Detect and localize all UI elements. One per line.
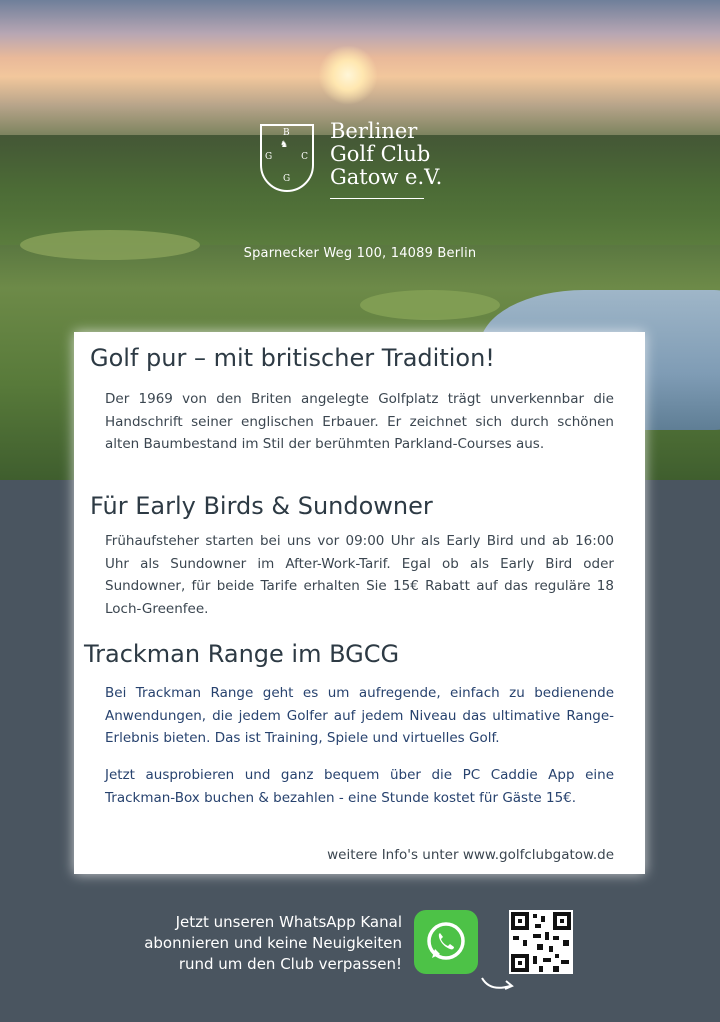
qr-code[interactable] [509, 910, 573, 974]
section-heading: Für Early Birds & Sundowner [90, 492, 433, 520]
info-card [74, 332, 645, 874]
club-name-line: Golf Club [330, 142, 431, 166]
section-paragraph: Bei Trackman Range geht es um aufregende, einfach zu bedienende Anwendungen, die jedem Golfer auf jedem Niveau das ultimative Range-Erlebnis bieten. Das ist Training, Spiele und virtuelles Golf. [105, 685, 614, 746]
sun [318, 45, 378, 105]
crest-letter: G [265, 152, 273, 162]
crest-letter: G [283, 174, 291, 184]
section-paragraph: Frühaufsteher starten bei uns vor 09:00 Uhr als Early Bird und ab 16:00 Uhr als Sundowner im After-Work-Tarif. Egal ob als Early Bird oder Sundowner, für beide Tarife erhalten Sie 15€ Rabatt auf das reguläre 18 Loch-Greenfee. [105, 533, 614, 617]
section-heading: Trackman Range im BGCG [84, 640, 400, 668]
club-name-line: Gatow e.V. [330, 165, 443, 189]
club-logo [258, 120, 478, 220]
club-address: Sparnecker Weg 100, 14089 Berlin [243, 246, 477, 261]
crest-letter: B [283, 128, 290, 138]
section-paragraph: Der 1969 von den Briten angelegte Golfplatz trägt unverkennbar die Handschrift seiner englischen Erbauer. Er zeichnet sich durch schönen alten Baumbestand im Stil der berühmten Parkland-Courses aus. [105, 391, 614, 452]
section-paragraph: Jetzt ausprobieren und ganz bequem über die PC Caddie App eine Trackman-Box buchen & bezahlen - eine Stunde kostet für Gäste 15€. [105, 767, 614, 806]
more-info-link[interactable]: weitere Info's unter www.golfclubgatow.de [327, 847, 614, 863]
whatsapp-text-line: rund um den Club verpassen! [178, 955, 402, 973]
crest-letter: C [301, 152, 308, 162]
crest-icon [260, 124, 314, 192]
bear-icon: ♞ [280, 140, 289, 150]
whatsapp-text-line: abonnieren und keine Neuigkeiten [144, 934, 402, 952]
club-name [330, 120, 442, 189]
whatsapp-text [96, 912, 402, 975]
whatsapp-icon[interactable] [414, 910, 478, 974]
whatsapp-text-line: Jetzt unseren WhatsApp Kanal [175, 913, 402, 931]
club-name-line: Berliner [330, 119, 418, 143]
arrow-icon [478, 972, 518, 994]
fairway [360, 290, 500, 320]
logo-divider [330, 198, 424, 199]
section-heading: Golf pur – mit britischer Tradition! [90, 344, 495, 372]
